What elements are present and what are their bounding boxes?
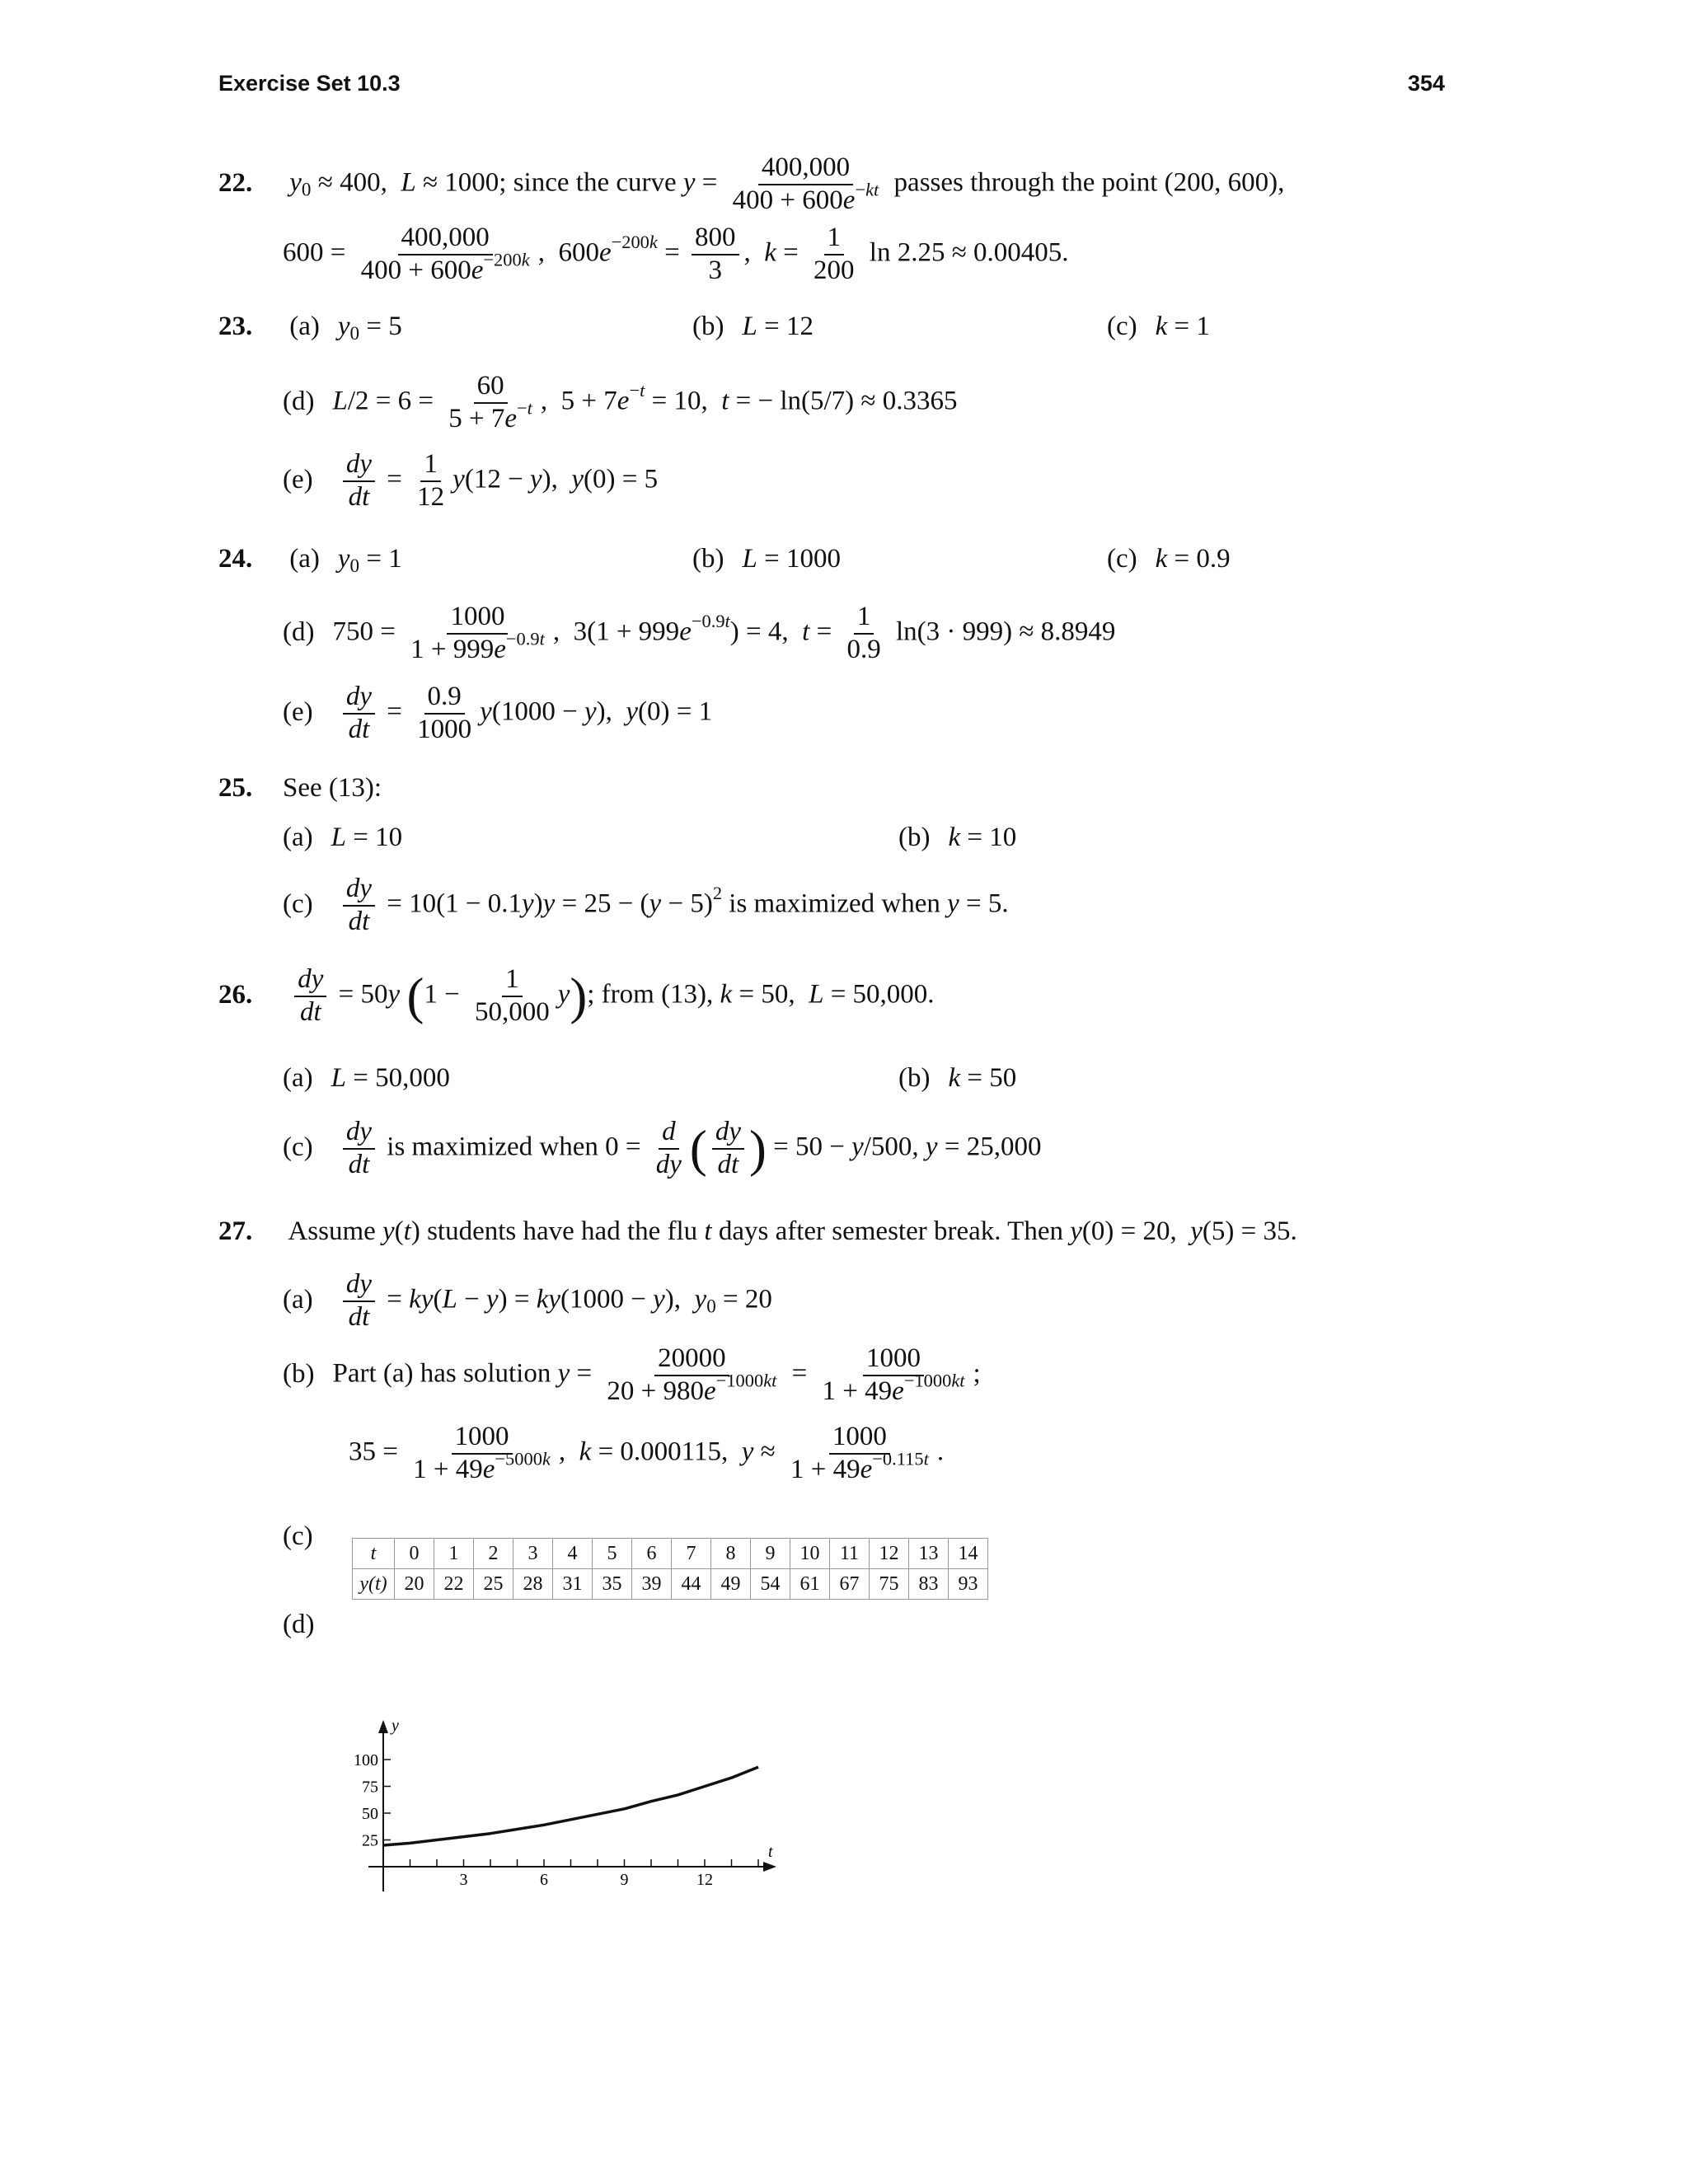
table-cell-y: 61 — [790, 1569, 830, 1600]
table-cell-y: 93 — [949, 1569, 988, 1600]
table-cell-y: 28 — [513, 1569, 553, 1600]
flu-graph — [330, 1607, 773, 1912]
table-cell-t: 3 — [513, 1539, 553, 1569]
y-tick-label: 50 — [362, 1805, 378, 1823]
table-cell-y: 67 — [830, 1569, 870, 1600]
page-number: 354 — [1408, 71, 1446, 96]
table-cell-t: 12 — [870, 1539, 909, 1569]
table-row-label: t — [353, 1539, 395, 1569]
problem-27-a: (a) $\frac{dy}{dt}$ = ky(L − y) = ky(1000 − y), $y_0 = 20$ — [283, 1269, 772, 1332]
table-cell-y: 22 — [434, 1569, 474, 1600]
problem-number: 23. — [218, 312, 253, 341]
table-cell-t: 8 — [711, 1539, 751, 1569]
table-cell-t: 7 — [672, 1539, 711, 1569]
y-tick-label: 75 — [362, 1778, 378, 1797]
table-cell-y: 35 — [593, 1569, 632, 1600]
table-cell-t: 13 — [909, 1539, 949, 1569]
section-title: Exercise Set 10.3 — [218, 71, 401, 96]
problem-24-b: (b) L = 1000 — [692, 544, 841, 574]
problem-number: 22. — [218, 167, 253, 198]
x-axis-arrow — [763, 1862, 776, 1872]
table-cell-y: 75 — [870, 1569, 909, 1600]
table-row-label: y(t) — [353, 1569, 395, 1600]
problem-24-e: (e) $\frac{dy}{dt}$ = $\frac{0.9}{1000}$ y(1000 − y), y(0) = 1 — [283, 682, 713, 744]
table-cell-y: 20 — [395, 1569, 434, 1600]
problem-23-c: (c) k = 1 — [1107, 312, 1210, 341]
table-cell-y: 25 — [474, 1569, 513, 1600]
problem-22-line-1: 22. $y_0 \approx 400$, L ≈ 1000; since the curve y = $\frac{400,000}{400 + 600e^{-kt}}$ passes through the point (200, 600), — [218, 152, 1285, 215]
problem-25-intro: 25. See (13): — [218, 773, 382, 803]
table-cell-t: 10 — [790, 1539, 830, 1569]
table-cell-t: 2 — [474, 1539, 513, 1569]
x-axis-label: t — [768, 1843, 773, 1861]
problem-27-intro: 27. Assume y(t) students have had the flu t days after semester break. Then y(0) = 20, y(5) = 35. — [218, 1216, 1297, 1246]
problem-number: 24. — [218, 544, 253, 574]
table-cell-y: 31 — [553, 1569, 593, 1600]
table-cell-y: 39 — [632, 1569, 672, 1600]
table-cell-t: 4 — [553, 1539, 593, 1569]
problem-25-a: (a) L = 10 — [283, 823, 403, 852]
table-row — [353, 1569, 988, 1600]
table-cell-t: 6 — [632, 1539, 672, 1569]
problem-26-b: (b) k = 50 — [898, 1063, 1017, 1093]
problem-number: 26. — [218, 979, 253, 1010]
problem-26-a: (a) L = 50,000 — [283, 1063, 450, 1093]
table-cell-t: 1 — [434, 1539, 474, 1569]
problem-25-c: (c) $\frac{dy}{dt}$ = $10(1 - 0.1y)y = 25 - (y - 5)^2$ is maximized when y = 5. — [283, 874, 1009, 936]
x-tick-label: 12 — [696, 1871, 713, 1889]
problem-27-d-label: (d) — [283, 1610, 315, 1639]
problem-27-b-cont: 35 = $\frac{1000}{1 + 49e^{-5000k}}$ , k = 0.000115, y ≈ $\frac{1000}{1 + 49e^{-0.115t}}$ . — [349, 1422, 945, 1484]
table-cell-t: 14 — [949, 1539, 988, 1569]
y-axis-label: y — [392, 1717, 399, 1735]
table-cell-t: 9 — [751, 1539, 790, 1569]
problem-27-c-label: (c) — [283, 1521, 313, 1551]
problem-27-b: (b) Part (a) has solution y = $\frac{20000}{20 + 980e^{-1000kt}}$ = $\frac{1000}{1 + 49e^{-1000kt}}$ ; — [283, 1343, 981, 1406]
problem-number: 25. — [218, 773, 253, 803]
problem-24-d: (d) 750 = $\frac{1000}{1 + 999e^{-0.9t}}$ , $3(1 + 999e^{-0.9t}) = 4$, t = $\frac{1}{0.9}$ ln(3 · 999) ≈ 8.8949 — [283, 602, 1116, 664]
problem-23-b: (b) L = 12 — [692, 312, 814, 341]
y-tick-label: 25 — [362, 1831, 378, 1850]
x-tick-label: 9 — [620, 1871, 629, 1889]
table-cell-t: 0 — [395, 1539, 434, 1569]
problem-22-line-2: 600 = $\frac{400,000}{400 + 600e^{-200k}}$ , $600e^{-200k}$ = $\frac{800}{3}$ , k = $\frac{1}{200}$ ln 2.25 ≈ 0.00405. — [283, 223, 1069, 285]
problem-24-a: 24. (a) $y_0 = 1$ — [218, 544, 402, 576]
table-cell-y: 54 — [751, 1569, 790, 1600]
y-axis-arrow — [378, 1720, 388, 1733]
problem-23-a: 23. (a) $y_0 = 5$ — [218, 312, 402, 344]
table-cell-t: 11 — [830, 1539, 870, 1569]
problem-25-b: (b) k = 10 — [898, 823, 1017, 852]
problem-number: 27. — [218, 1216, 253, 1246]
table-cell-y: 44 — [672, 1569, 711, 1600]
logistic-curve — [383, 1767, 758, 1845]
x-tick-label: 3 — [459, 1871, 468, 1889]
table-row — [353, 1539, 988, 1569]
problem-23-d: (d) L/2 = 6 = $\frac{60}{5 + 7e^{-t}}$ , $5 + 7e^{-t} = 10$, t = − ln(5/7) ≈ 0.3365 — [283, 371, 958, 434]
values-table — [352, 1538, 988, 1600]
table-cell-t: 5 — [593, 1539, 632, 1569]
problem-23-e: (e) $\frac{dy}{dt}$ = $\frac{1}{12}$ y(12 − y), y(0) = 5 — [283, 449, 659, 512]
table-cell-y: 49 — [711, 1569, 751, 1600]
y-tick-label: 100 — [354, 1751, 378, 1769]
problem-26-intro: 26. $\frac{dy}{dt}$ = 50y (1 − $\frac{1}{50,000}$ y); from (13), k = 50, L = 50,000. — [218, 964, 935, 1027]
table-cell-y: 83 — [909, 1569, 949, 1600]
problem-24-c: (c) k = 0.9 — [1107, 544, 1231, 574]
problem-26-c: (c) $\frac{dy}{dt}$ is maximized when 0 = $\frac{d}{dy}$ ( $\frac{dy}{dt}$ ) = 50 − y/500, y = 25,000 — [283, 1117, 1042, 1179]
x-tick-label: 6 — [540, 1871, 548, 1889]
